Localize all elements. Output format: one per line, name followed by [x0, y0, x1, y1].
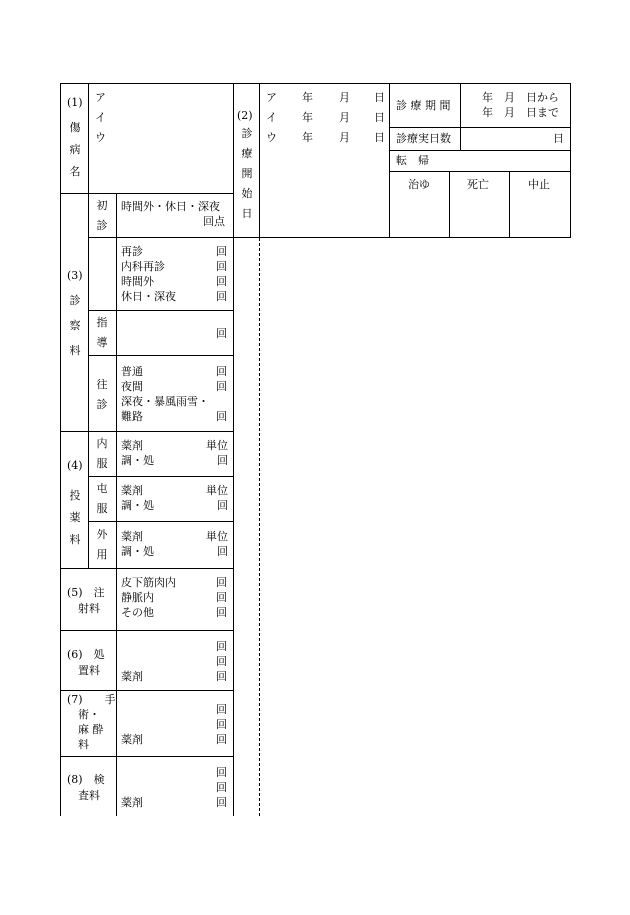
- oshin-label: 往 診: [96, 378, 108, 411]
- tonpuku-items: 薬剤 調・処: [121, 484, 154, 512]
- outcome-death: 死亡: [467, 178, 489, 191]
- s1-name-lines: ア イ ウ: [95, 91, 106, 144]
- gaiyo-units: 単位 回: [206, 530, 228, 558]
- days-unit: 日: [553, 132, 564, 145]
- shoshin-label: 初 診: [96, 199, 108, 232]
- shoshin-unit: 回点: [203, 215, 225, 228]
- days-label: 診療実日数: [396, 132, 451, 145]
- outcome-discontinued: 中止: [528, 178, 550, 191]
- naifuku-items: 薬剤 調・処: [121, 439, 154, 467]
- s8-title: (8) 検 査料: [67, 773, 105, 802]
- s6-title: (6) 処 置料: [67, 648, 105, 677]
- saishin-units: 回 回 回 回: [216, 245, 227, 303]
- shido-label: 指 導: [96, 316, 108, 349]
- s8-units: 回 回 回: [216, 766, 227, 809]
- naifuku-label: 内 服: [96, 437, 108, 470]
- gaiyo-items: 薬剤 調・処: [121, 530, 154, 558]
- s1-title: 傷 病 名: [69, 121, 81, 178]
- oshin-items: 普通 夜間 深夜・暴風雨雪・ 難路: [121, 365, 209, 423]
- s6-units: 回 回 回: [216, 640, 227, 683]
- shoshin-text: 時間外・休日・深夜: [121, 200, 220, 213]
- shido-unit: 回: [216, 327, 227, 340]
- s5-units: 回 回 回: [216, 576, 227, 619]
- s8-item: 薬剤: [121, 796, 143, 809]
- border-top: [60, 83, 571, 84]
- period-from: 年 月 日から: [482, 91, 559, 104]
- gaiyo-label: 外 用: [96, 528, 108, 561]
- tonpuku-units: 単位 回: [206, 484, 228, 512]
- s1-number: (1): [67, 96, 83, 109]
- border-right: [570, 83, 571, 238]
- s7-item: 薬剤: [121, 733, 143, 746]
- s4-title: 投 薬 料: [69, 489, 81, 546]
- oshin-units: 回 回 回: [216, 365, 227, 423]
- naifuku-units: 単位 回: [206, 439, 228, 467]
- dashed-divider: [259, 238, 260, 816]
- outcome-cured: 治ゆ: [408, 178, 430, 191]
- saishin-items: 再診 内科再診 時間外 休日・深夜: [121, 245, 176, 303]
- tonpuku-label: 屯 服: [96, 482, 108, 515]
- s5-items: 皮下筋肉内 静脈内 その他: [121, 576, 176, 619]
- period-to: 年 月 日まで: [482, 106, 559, 119]
- s6-item: 薬剤: [121, 670, 143, 683]
- s4-number: (4): [67, 459, 83, 472]
- s7-units: 回 回 回: [216, 703, 227, 746]
- s2-number: (2): [237, 109, 253, 122]
- s3-number: (3): [67, 269, 83, 282]
- outcome-label: 転 帰: [396, 154, 429, 167]
- s7-title: (7) 手 術・ 麻 酔 料: [67, 693, 116, 751]
- s2-title: 診 療 開 始 日: [241, 127, 253, 220]
- period-label: 診 療 期 間: [396, 99, 451, 112]
- s3-title: 診 察 料: [69, 294, 81, 357]
- s5-title: (5) 注 射料: [67, 586, 105, 615]
